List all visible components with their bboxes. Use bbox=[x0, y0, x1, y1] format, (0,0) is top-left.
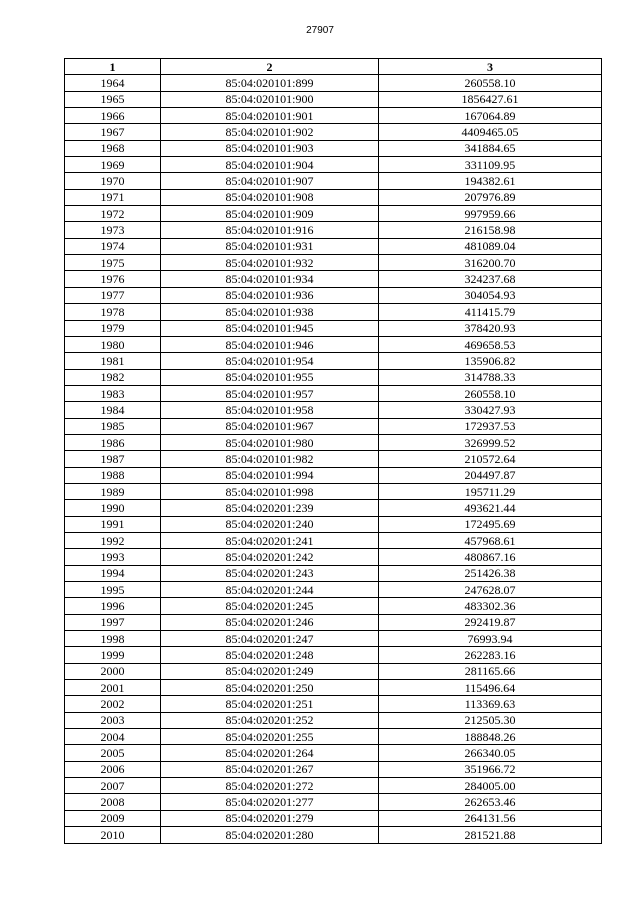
cadastral-number-cell: 85:04:020101:954 bbox=[161, 353, 379, 369]
value-cell: 411415.79 bbox=[379, 304, 602, 320]
value-cell: 172937.53 bbox=[379, 418, 602, 434]
table-row bbox=[65, 287, 602, 303]
row-number-cell: 1979 bbox=[65, 320, 161, 336]
row-number-cell: 1967 bbox=[65, 124, 161, 140]
row-number-cell: 1968 bbox=[65, 140, 161, 156]
cadastral-number-cell: 85:04:020201:240 bbox=[161, 516, 379, 532]
value-cell: 997959.66 bbox=[379, 206, 602, 222]
cadastral-number-cell: 85:04:020101:931 bbox=[161, 238, 379, 254]
row-number-cell: 2004 bbox=[65, 729, 161, 745]
cadastral-number-cell: 85:04:020101:955 bbox=[161, 369, 379, 385]
table-row bbox=[65, 91, 602, 107]
table-row bbox=[65, 516, 602, 532]
cadastral-number-cell: 85:04:020101:934 bbox=[161, 271, 379, 287]
cadastral-number-cell: 85:04:020101:909 bbox=[161, 206, 379, 222]
cadastral-number-cell: 85:04:020201:246 bbox=[161, 614, 379, 630]
row-number-cell: 1983 bbox=[65, 385, 161, 401]
value-cell: 483302.36 bbox=[379, 598, 602, 614]
value-cell: 378420.93 bbox=[379, 320, 602, 336]
table-row bbox=[65, 565, 602, 581]
table-row bbox=[65, 532, 602, 548]
row-number-cell: 1978 bbox=[65, 304, 161, 320]
row-number-cell: 1972 bbox=[65, 206, 161, 222]
cadastral-number-cell: 85:04:020101:967 bbox=[161, 418, 379, 434]
table-row bbox=[65, 206, 602, 222]
table-row bbox=[65, 189, 602, 205]
cadastral-number-cell: 85:04:020101:904 bbox=[161, 157, 379, 173]
table-row bbox=[65, 761, 602, 777]
table-row bbox=[65, 108, 602, 124]
row-number-cell: 1981 bbox=[65, 353, 161, 369]
row-number-cell: 1988 bbox=[65, 467, 161, 483]
row-number-cell: 1985 bbox=[65, 418, 161, 434]
row-number-cell: 1997 bbox=[65, 614, 161, 630]
value-cell: 210572.64 bbox=[379, 451, 602, 467]
value-cell: 262653.46 bbox=[379, 794, 602, 810]
row-number-cell: 1996 bbox=[65, 598, 161, 614]
value-cell: 262283.16 bbox=[379, 647, 602, 663]
table-row bbox=[65, 712, 602, 728]
value-cell: 266340.05 bbox=[379, 745, 602, 761]
row-number-cell: 1991 bbox=[65, 516, 161, 532]
row-number-cell: 2006 bbox=[65, 761, 161, 777]
data-table bbox=[64, 58, 602, 844]
table-row bbox=[65, 614, 602, 630]
cadastral-number-cell: 85:04:020201:249 bbox=[161, 663, 379, 679]
row-number-cell: 1975 bbox=[65, 255, 161, 271]
row-number-cell: 2003 bbox=[65, 712, 161, 728]
value-cell: 493621.44 bbox=[379, 500, 602, 516]
value-cell: 207976.89 bbox=[379, 189, 602, 205]
value-cell: 135906.82 bbox=[379, 353, 602, 369]
table-row bbox=[65, 778, 602, 794]
row-number-cell: 1989 bbox=[65, 483, 161, 499]
value-cell: 314788.33 bbox=[379, 369, 602, 385]
table-row bbox=[65, 467, 602, 483]
table-row bbox=[65, 451, 602, 467]
cadastral-number-cell: 85:04:020201:242 bbox=[161, 549, 379, 565]
cadastral-number-cell: 85:04:020201:239 bbox=[161, 500, 379, 516]
cadastral-number-cell: 85:04:020201:264 bbox=[161, 745, 379, 761]
value-cell: 113369.63 bbox=[379, 696, 602, 712]
row-number-cell: 1980 bbox=[65, 336, 161, 352]
value-cell: 264131.56 bbox=[379, 810, 602, 826]
cadastral-number-cell: 85:04:020201:280 bbox=[161, 827, 379, 843]
cadastral-number-cell: 85:04:020201:245 bbox=[161, 598, 379, 614]
cadastral-number-cell: 85:04:020201:250 bbox=[161, 680, 379, 696]
table-row bbox=[65, 582, 602, 598]
cadastral-number-cell: 85:04:020101:908 bbox=[161, 189, 379, 205]
value-cell: 331109.95 bbox=[379, 157, 602, 173]
row-number-cell: 2001 bbox=[65, 680, 161, 696]
row-number-cell: 1984 bbox=[65, 402, 161, 418]
row-number-cell: 1976 bbox=[65, 271, 161, 287]
cadastral-number-cell: 85:04:020201:272 bbox=[161, 778, 379, 794]
value-cell: 188848.26 bbox=[379, 729, 602, 745]
value-cell: 251426.38 bbox=[379, 565, 602, 581]
value-cell: 216158.98 bbox=[379, 222, 602, 238]
value-cell: 341884.65 bbox=[379, 140, 602, 156]
row-number-cell: 2002 bbox=[65, 696, 161, 712]
value-cell: 457968.61 bbox=[379, 532, 602, 548]
table-row bbox=[65, 157, 602, 173]
row-number-cell: 1995 bbox=[65, 582, 161, 598]
value-cell: 281165.66 bbox=[379, 663, 602, 679]
value-cell: 195711.29 bbox=[379, 483, 602, 499]
cadastral-number-cell: 85:04:020101:982 bbox=[161, 451, 379, 467]
table-row bbox=[65, 369, 602, 385]
cadastral-number-cell: 85:04:020201:251 bbox=[161, 696, 379, 712]
cadastral-number-cell: 85:04:020201:243 bbox=[161, 565, 379, 581]
row-number-cell: 1982 bbox=[65, 369, 161, 385]
table-row bbox=[65, 827, 602, 843]
value-cell: 76993.94 bbox=[379, 631, 602, 647]
cadastral-number-cell: 85:04:020101:903 bbox=[161, 140, 379, 156]
table-row bbox=[65, 222, 602, 238]
row-number-cell: 2009 bbox=[65, 810, 161, 826]
cadastral-number-cell: 85:04:020201:244 bbox=[161, 582, 379, 598]
column-header-2: 2 bbox=[161, 59, 379, 75]
cadastral-number-cell: 85:04:020101:902 bbox=[161, 124, 379, 140]
table-row bbox=[65, 680, 602, 696]
cadastral-number-cell: 85:04:020201:241 bbox=[161, 532, 379, 548]
table-row bbox=[65, 434, 602, 450]
value-cell: 167064.89 bbox=[379, 108, 602, 124]
table-row bbox=[65, 320, 602, 336]
cadastral-number-cell: 85:04:020201:252 bbox=[161, 712, 379, 728]
table-row bbox=[65, 255, 602, 271]
cadastral-number-cell: 85:04:020101:945 bbox=[161, 320, 379, 336]
cadastral-number-cell: 85:04:020101:916 bbox=[161, 222, 379, 238]
value-cell: 316200.70 bbox=[379, 255, 602, 271]
value-cell: 4409465.05 bbox=[379, 124, 602, 140]
cadastral-number-cell: 85:04:020201:267 bbox=[161, 761, 379, 777]
table-row bbox=[65, 631, 602, 647]
cadastral-number-cell: 85:04:020201:248 bbox=[161, 647, 379, 663]
column-header-1: 1 bbox=[65, 59, 161, 75]
row-number-cell: 1966 bbox=[65, 108, 161, 124]
row-number-cell: 1964 bbox=[65, 75, 161, 91]
cadastral-number-cell: 85:04:020101:980 bbox=[161, 434, 379, 450]
table-row bbox=[65, 418, 602, 434]
value-cell: 204497.87 bbox=[379, 467, 602, 483]
table-row bbox=[65, 729, 602, 745]
value-cell: 480867.16 bbox=[379, 549, 602, 565]
table-row bbox=[65, 696, 602, 712]
cadastral-number-cell: 85:04:020101:899 bbox=[161, 75, 379, 91]
cadastral-number-cell: 85:04:020101:907 bbox=[161, 173, 379, 189]
table-header-row bbox=[65, 59, 602, 75]
row-number-cell: 1965 bbox=[65, 91, 161, 107]
value-cell: 260558.10 bbox=[379, 75, 602, 91]
row-number-cell: 2010 bbox=[65, 827, 161, 843]
cadastral-number-cell: 85:04:020101:946 bbox=[161, 336, 379, 352]
row-number-cell: 1994 bbox=[65, 565, 161, 581]
value-cell: 194382.61 bbox=[379, 173, 602, 189]
cadastral-number-cell: 85:04:020101:900 bbox=[161, 91, 379, 107]
cadastral-number-cell: 85:04:020101:958 bbox=[161, 402, 379, 418]
row-number-cell: 1998 bbox=[65, 631, 161, 647]
table-body bbox=[65, 75, 602, 843]
value-cell: 324237.68 bbox=[379, 271, 602, 287]
table-row bbox=[65, 794, 602, 810]
row-number-cell: 1969 bbox=[65, 157, 161, 173]
table-row bbox=[65, 140, 602, 156]
table-row bbox=[65, 647, 602, 663]
value-cell: 284005.00 bbox=[379, 778, 602, 794]
cadastral-number-cell: 85:04:020201:277 bbox=[161, 794, 379, 810]
cadastral-number-cell: 85:04:020101:936 bbox=[161, 287, 379, 303]
value-cell: 260558.10 bbox=[379, 385, 602, 401]
row-number-cell: 1970 bbox=[65, 173, 161, 189]
table-row bbox=[65, 124, 602, 140]
cadastral-number-cell: 85:04:020101:932 bbox=[161, 255, 379, 271]
row-number-cell: 2000 bbox=[65, 663, 161, 679]
value-cell: 481089.04 bbox=[379, 238, 602, 254]
row-number-cell: 1971 bbox=[65, 189, 161, 205]
value-cell: 330427.93 bbox=[379, 402, 602, 418]
cadastral-number-cell: 85:04:020201:279 bbox=[161, 810, 379, 826]
table-row bbox=[65, 402, 602, 418]
row-number-cell: 1973 bbox=[65, 222, 161, 238]
table-row bbox=[65, 745, 602, 761]
table-row bbox=[65, 810, 602, 826]
row-number-cell: 1974 bbox=[65, 238, 161, 254]
table-row bbox=[65, 304, 602, 320]
table-row bbox=[65, 500, 602, 516]
row-number-cell: 1999 bbox=[65, 647, 161, 663]
value-cell: 304054.93 bbox=[379, 287, 602, 303]
row-number-cell: 1987 bbox=[65, 451, 161, 467]
table-row bbox=[65, 336, 602, 352]
value-cell: 281521.88 bbox=[379, 827, 602, 843]
value-cell: 292419.87 bbox=[379, 614, 602, 630]
table-row bbox=[65, 173, 602, 189]
table-row bbox=[65, 353, 602, 369]
cadastral-number-cell: 85:04:020101:994 bbox=[161, 467, 379, 483]
value-cell: 1856427.61 bbox=[379, 91, 602, 107]
table-row bbox=[65, 598, 602, 614]
value-cell: 351966.72 bbox=[379, 761, 602, 777]
cadastral-number-cell: 85:04:020101:901 bbox=[161, 108, 379, 124]
row-number-cell: 2008 bbox=[65, 794, 161, 810]
value-cell: 247628.07 bbox=[379, 582, 602, 598]
value-cell: 172495.69 bbox=[379, 516, 602, 532]
page-number: 27907 bbox=[306, 25, 334, 36]
row-number-cell: 1977 bbox=[65, 287, 161, 303]
row-number-cell: 1986 bbox=[65, 434, 161, 450]
row-number-cell: 1993 bbox=[65, 549, 161, 565]
table-row bbox=[65, 271, 602, 287]
column-header-3: 3 bbox=[379, 59, 602, 75]
value-cell: 326999.52 bbox=[379, 434, 602, 450]
cadastral-number-cell: 85:04:020101:938 bbox=[161, 304, 379, 320]
table-row bbox=[65, 549, 602, 565]
table-row bbox=[65, 385, 602, 401]
table-row bbox=[65, 75, 602, 91]
table-row bbox=[65, 238, 602, 254]
table-row bbox=[65, 483, 602, 499]
value-cell: 212505.30 bbox=[379, 712, 602, 728]
value-cell: 469658.53 bbox=[379, 336, 602, 352]
cadastral-number-cell: 85:04:020201:255 bbox=[161, 729, 379, 745]
value-cell: 115496.64 bbox=[379, 680, 602, 696]
row-number-cell: 1992 bbox=[65, 532, 161, 548]
row-number-cell: 2007 bbox=[65, 778, 161, 794]
row-number-cell: 2005 bbox=[65, 745, 161, 761]
cadastral-number-cell: 85:04:020201:247 bbox=[161, 631, 379, 647]
table-row bbox=[65, 663, 602, 679]
row-number-cell: 1990 bbox=[65, 500, 161, 516]
cadastral-number-cell: 85:04:020101:998 bbox=[161, 483, 379, 499]
cadastral-number-cell: 85:04:020101:957 bbox=[161, 385, 379, 401]
